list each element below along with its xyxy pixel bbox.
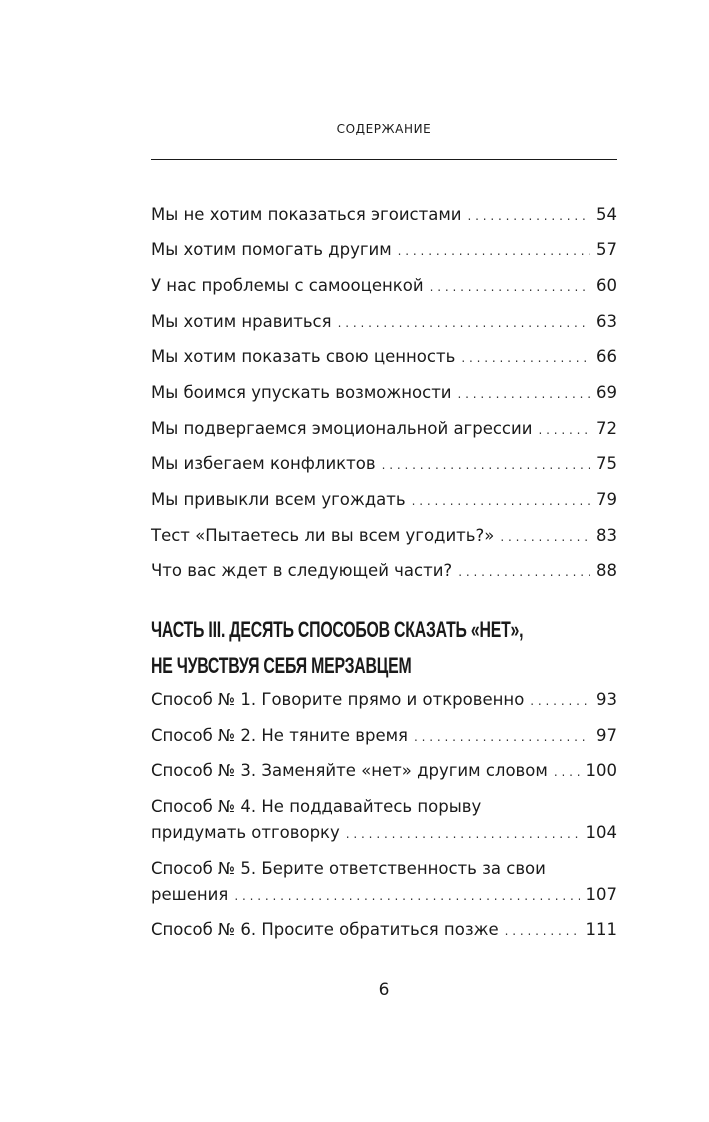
toc-entry-title: Способ № 1. Говорите прямо и откровенно <box>151 690 525 709</box>
dot-leader <box>458 380 590 407</box>
toc-entry[interactable] <box>151 558 617 585</box>
toc-entry-title-line-2: придумать отговорку <box>151 823 340 842</box>
toc-entry-title-line-1: Способ № 4. Не поддавайтесь порыву <box>151 797 482 816</box>
toc-entry-page: 97 <box>596 726 617 745</box>
dot-leader <box>234 882 579 909</box>
toc-entry-page: 57 <box>596 240 617 259</box>
toc-entry-page: 107 <box>585 885 617 904</box>
toc-entry[interactable] <box>151 917 617 944</box>
dot-leader <box>398 237 590 264</box>
toc-entry-title: Мы подвергаемся эмоциональной агрессии <box>151 419 533 438</box>
toc-entry-title: Мы избегаем конфликтов <box>151 454 376 473</box>
dot-leader <box>530 687 590 714</box>
toc-entry-page: 93 <box>596 690 617 709</box>
dot-leader <box>505 917 580 944</box>
toc-entry-title-line-1: Способ № 5. Берите ответственность за свои <box>151 859 546 878</box>
toc-entry-page: 104 <box>585 823 617 842</box>
toc-entry-title: Мы хотим нравиться <box>151 312 332 331</box>
toc-entry[interactable] <box>151 523 617 550</box>
toc-entry-page: 75 <box>596 454 617 473</box>
dot-leader <box>382 451 590 478</box>
toc-entry-title: Что вас ждет в следующей части? <box>151 561 453 580</box>
dot-leader <box>414 723 590 750</box>
toc-entry-title: Тест «Пытаетесь ли вы всем угодить?» <box>151 526 495 545</box>
toc-entry[interactable] <box>151 273 617 300</box>
toc-entry[interactable] <box>151 856 617 909</box>
toc-entry-title: Мы хотим помогать другим <box>151 240 392 259</box>
toc-entry-page: 100 <box>585 761 617 780</box>
toc-entry[interactable] <box>151 723 617 750</box>
toc-entry[interactable] <box>151 380 617 407</box>
toc-entry-page: 60 <box>596 276 617 295</box>
dot-leader <box>338 309 590 336</box>
toc-entry-page: 111 <box>585 920 617 939</box>
toc-entry-page: 72 <box>596 419 617 438</box>
toc-entry-title: Способ № 3. Заменяйте «нет» другим словом <box>151 761 548 780</box>
header-rule <box>151 159 617 160</box>
toc-entry[interactable] <box>151 794 617 847</box>
part-heading-line-1: ЧАСТЬ III. ДЕСЯТЬ СПОСОБОВ СКАЗАТЬ «НЕТ», <box>151 617 524 642</box>
toc-entry-title: Способ № 2. Не тяните время <box>151 726 408 745</box>
toc-entry-title: Мы не хотим показаться эгоистами <box>151 205 462 224</box>
part-heading-line-2: НЕ ЧУВСТВУЯ СЕБЯ МЕРЗАВЦЕМ <box>151 653 412 678</box>
dot-leader <box>500 523 590 550</box>
toc-entry-page: 88 <box>596 561 617 580</box>
toc-entry[interactable] <box>151 309 617 336</box>
toc-entry-title: Мы привыкли всем угождать <box>151 490 406 509</box>
toc-entry[interactable] <box>151 202 617 229</box>
running-head: СОДЕРЖАНИЕ <box>336 122 432 136</box>
dot-leader <box>554 758 580 785</box>
toc-entry[interactable] <box>151 416 617 443</box>
toc-entry-title: Способ № 6. Просите обратиться позже <box>151 920 499 939</box>
dot-leader <box>430 273 590 300</box>
toc-entry-title-line-2: решения <box>151 885 229 904</box>
toc-entry[interactable] <box>151 344 617 371</box>
toc-entry-title: Мы боимся упускать возможности <box>151 383 452 402</box>
toc-entry-page: 63 <box>596 312 617 331</box>
toc-entry-page: 69 <box>596 383 617 402</box>
toc-entry[interactable] <box>151 487 617 514</box>
toc-entry-page: 54 <box>596 205 617 224</box>
toc-entry[interactable] <box>151 687 617 714</box>
part-heading[interactable] <box>151 612 617 684</box>
toc-entry-page: 83 <box>596 526 617 545</box>
toc-entry[interactable] <box>151 451 617 478</box>
toc-entry[interactable] <box>151 237 617 264</box>
toc-entry-page: 66 <box>596 347 617 366</box>
dot-leader <box>346 820 580 847</box>
toc-entry[interactable] <box>151 758 617 785</box>
dot-leader <box>538 416 590 443</box>
page-number: 6 <box>378 980 390 1000</box>
dot-leader <box>468 202 590 229</box>
toc-entry-page: 79 <box>596 490 617 509</box>
toc-entry-title: У нас проблемы с самооценкой <box>151 276 424 295</box>
dot-leader <box>412 487 590 514</box>
toc-entry-title: Мы хотим показать свою ценность <box>151 347 456 366</box>
dot-leader <box>458 558 590 585</box>
dot-leader <box>461 344 590 371</box>
